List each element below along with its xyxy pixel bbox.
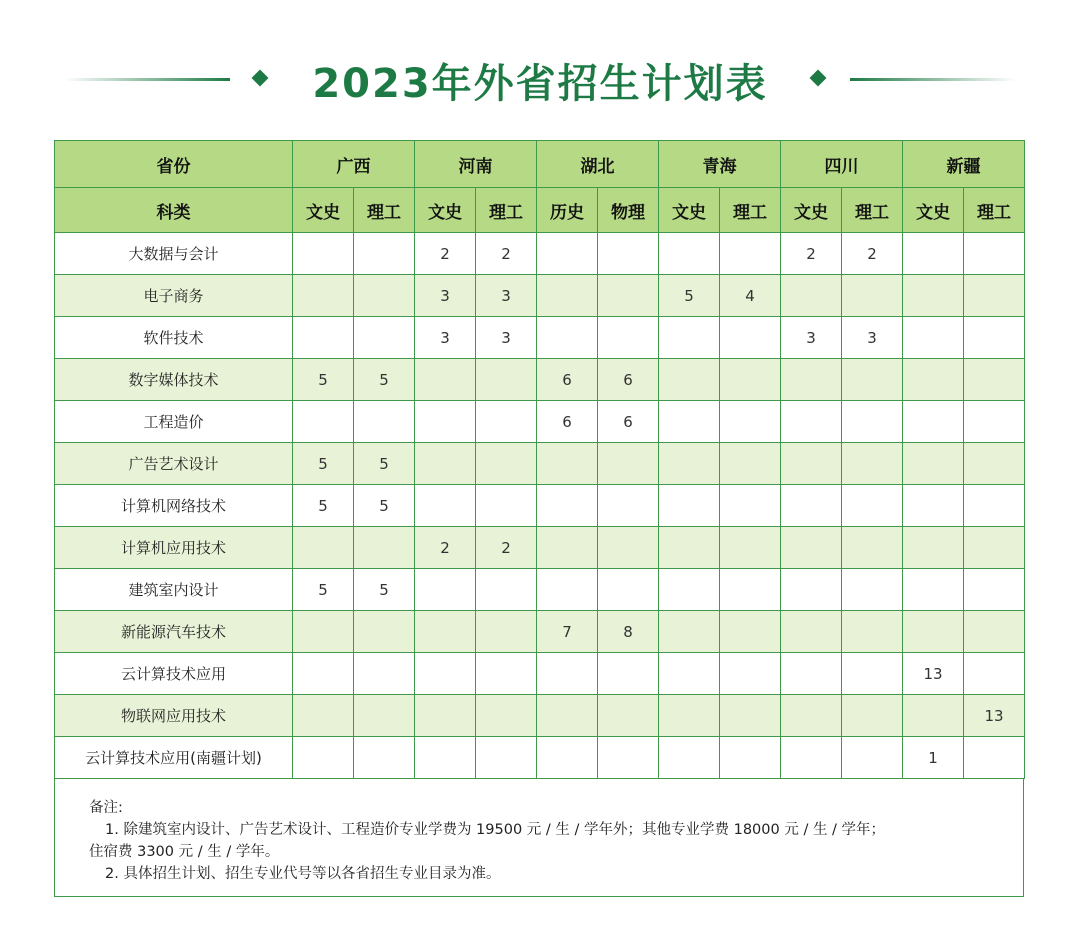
quota-cell: [781, 695, 842, 737]
quota-cell: [293, 611, 354, 653]
quota-cell: [964, 485, 1025, 527]
quota-cell: 3: [842, 317, 903, 359]
quota-cell: [964, 359, 1025, 401]
quota-cell: [659, 569, 720, 611]
table-row: [55, 737, 1025, 779]
quota-cell: [781, 527, 842, 569]
province-header: 广西: [293, 141, 415, 188]
quota-cell: [659, 737, 720, 779]
quota-cell: [537, 737, 598, 779]
quota-cell: 2: [415, 527, 476, 569]
quota-cell: [842, 527, 903, 569]
quota-cell: 2: [476, 527, 537, 569]
table-row: [55, 443, 1025, 485]
quota-cell: [598, 569, 659, 611]
quota-cell: 13: [903, 653, 964, 695]
quota-cell: [598, 317, 659, 359]
quota-cell: [659, 611, 720, 653]
table-row: [55, 359, 1025, 401]
quota-cell: [293, 527, 354, 569]
quota-cell: 6: [537, 359, 598, 401]
quota-cell: [659, 401, 720, 443]
quota-cell: 6: [537, 401, 598, 443]
category-label: 科类: [55, 188, 293, 233]
quota-cell: 7: [537, 611, 598, 653]
quota-cell: [476, 611, 537, 653]
quota-cell: [476, 695, 537, 737]
table-row: [55, 695, 1025, 737]
diamond-icon: [252, 70, 269, 87]
table-row: [55, 527, 1025, 569]
subject-header: 文史: [293, 188, 354, 233]
quota-cell: [781, 401, 842, 443]
quota-cell: [537, 275, 598, 317]
enrollment-table: [54, 140, 1025, 779]
title-decoration-line-right: [850, 78, 1016, 81]
quota-cell: [720, 653, 781, 695]
quota-cell: 6: [598, 401, 659, 443]
quota-cell: [842, 737, 903, 779]
quota-cell: [659, 485, 720, 527]
subject-header: 文史: [659, 188, 720, 233]
quota-cell: [293, 737, 354, 779]
quota-cell: 5: [293, 443, 354, 485]
quota-cell: 8: [598, 611, 659, 653]
notes-line-3: 2. 具体招生计划、招生专业代号等以各省招生专业目录为准。: [105, 866, 501, 882]
quota-cell: [476, 443, 537, 485]
subject-header: 理工: [842, 188, 903, 233]
quota-cell: 3: [476, 317, 537, 359]
quota-cell: [659, 233, 720, 275]
quota-cell: 5: [659, 275, 720, 317]
quota-cell: 4: [720, 275, 781, 317]
quota-cell: [476, 401, 537, 443]
table-row: [55, 653, 1025, 695]
quota-cell: [964, 401, 1025, 443]
quota-cell: [720, 359, 781, 401]
quota-cell: [354, 317, 415, 359]
major-name-cell: 云计算技术应用(南疆计划): [55, 737, 293, 779]
quota-cell: 6: [598, 359, 659, 401]
quota-cell: 1: [903, 737, 964, 779]
table-row: [55, 233, 1025, 275]
quota-cell: [659, 695, 720, 737]
major-name-cell: 计算机应用技术: [55, 527, 293, 569]
major-name-cell: 电子商务: [55, 275, 293, 317]
quota-cell: [293, 233, 354, 275]
province-header-row: [55, 141, 1025, 188]
quota-cell: [964, 653, 1025, 695]
subject-header: 历史: [537, 188, 598, 233]
table-row: [55, 401, 1025, 443]
quota-cell: [720, 527, 781, 569]
quota-cell: 2: [781, 233, 842, 275]
quota-cell: [720, 233, 781, 275]
quota-cell: [537, 317, 598, 359]
subject-header: 文史: [781, 188, 842, 233]
quota-cell: [842, 569, 903, 611]
quota-cell: [476, 485, 537, 527]
quota-cell: [415, 695, 476, 737]
quota-cell: [720, 737, 781, 779]
quota-cell: [415, 401, 476, 443]
quota-cell: [354, 695, 415, 737]
subject-header: 理工: [964, 188, 1025, 233]
quota-cell: [293, 401, 354, 443]
table-body: [55, 233, 1025, 779]
notes-section: [54, 779, 1024, 897]
quota-cell: [659, 527, 720, 569]
quota-cell: [903, 317, 964, 359]
major-name-cell: 软件技术: [55, 317, 293, 359]
quota-cell: [293, 653, 354, 695]
quota-cell: [598, 527, 659, 569]
major-name-cell: 数字媒体技术: [55, 359, 293, 401]
enrollment-table-container: [54, 140, 1024, 897]
major-name-cell: 工程造价: [55, 401, 293, 443]
quota-cell: [781, 737, 842, 779]
table-row: [55, 611, 1025, 653]
quota-cell: [720, 569, 781, 611]
quota-cell: [659, 359, 720, 401]
quota-cell: [842, 611, 903, 653]
quota-cell: [903, 359, 964, 401]
quota-cell: [537, 653, 598, 695]
quota-cell: [476, 653, 537, 695]
quota-cell: [842, 653, 903, 695]
quota-cell: [964, 611, 1025, 653]
quota-cell: [415, 653, 476, 695]
quota-cell: [903, 611, 964, 653]
quota-cell: [415, 443, 476, 485]
quota-cell: [964, 275, 1025, 317]
quota-cell: [842, 359, 903, 401]
quota-cell: 3: [781, 317, 842, 359]
quota-cell: [903, 695, 964, 737]
table-row: [55, 317, 1025, 359]
quota-cell: [964, 737, 1025, 779]
quota-cell: [720, 695, 781, 737]
quota-cell: [598, 275, 659, 317]
quota-cell: [903, 233, 964, 275]
quota-cell: [842, 275, 903, 317]
quota-cell: [903, 275, 964, 317]
quota-cell: [964, 233, 1025, 275]
quota-cell: [598, 695, 659, 737]
quota-cell: [415, 359, 476, 401]
quota-cell: [781, 611, 842, 653]
quota-cell: [537, 443, 598, 485]
major-name-cell: 云计算技术应用: [55, 653, 293, 695]
quota-cell: [781, 359, 842, 401]
quota-cell: [476, 737, 537, 779]
quota-cell: [598, 653, 659, 695]
major-name-cell: 物联网应用技术: [55, 695, 293, 737]
quota-cell: 2: [476, 233, 537, 275]
major-name-cell: 大数据与会计: [55, 233, 293, 275]
quota-cell: 5: [354, 443, 415, 485]
quota-cell: 5: [354, 485, 415, 527]
quota-cell: [415, 569, 476, 611]
title-decoration-line-left: [64, 78, 230, 81]
major-name-cell: 建筑室内设计: [55, 569, 293, 611]
quota-cell: 5: [354, 359, 415, 401]
diamond-icon: [810, 70, 827, 87]
quota-cell: [293, 695, 354, 737]
quota-cell: [354, 737, 415, 779]
major-name-cell: 新能源汽车技术: [55, 611, 293, 653]
quota-cell: [354, 401, 415, 443]
quota-cell: [903, 527, 964, 569]
quota-cell: [598, 233, 659, 275]
quota-cell: [354, 527, 415, 569]
quota-cell: [354, 611, 415, 653]
quota-cell: [903, 401, 964, 443]
quota-cell: [903, 443, 964, 485]
category-header-row: [55, 188, 1025, 233]
quota-cell: [598, 737, 659, 779]
subject-header: 理工: [720, 188, 781, 233]
subject-header: 文史: [903, 188, 964, 233]
quota-cell: [659, 443, 720, 485]
quota-cell: [720, 317, 781, 359]
subject-header: 理工: [354, 188, 415, 233]
major-name-cell: 计算机网络技术: [55, 485, 293, 527]
quota-cell: [537, 233, 598, 275]
quota-cell: [354, 233, 415, 275]
quota-cell: 3: [415, 317, 476, 359]
quota-cell: [537, 569, 598, 611]
quota-cell: [781, 653, 842, 695]
quota-cell: [659, 653, 720, 695]
quota-cell: [415, 611, 476, 653]
page-title: 2023年外省招生计划表: [312, 61, 768, 107]
quota-cell: [964, 527, 1025, 569]
subject-header: 物理: [598, 188, 659, 233]
table-row: [55, 275, 1025, 317]
quota-cell: 5: [293, 569, 354, 611]
table-row: [55, 485, 1025, 527]
notes-heading: 备注:: [89, 800, 123, 816]
quota-cell: [415, 737, 476, 779]
quota-cell: 5: [293, 485, 354, 527]
title-bar: [0, 48, 1080, 112]
province-header: 新疆: [903, 141, 1025, 188]
province-header: 湖北: [537, 141, 659, 188]
quota-cell: [903, 569, 964, 611]
province-header: 河南: [415, 141, 537, 188]
quota-cell: [842, 443, 903, 485]
quota-cell: [537, 527, 598, 569]
quota-cell: 3: [476, 275, 537, 317]
quota-cell: [964, 443, 1025, 485]
quota-cell: 2: [842, 233, 903, 275]
major-name-cell: 广告艺术设计: [55, 443, 293, 485]
quota-cell: [720, 443, 781, 485]
quota-cell: [964, 569, 1025, 611]
table-row: [55, 569, 1025, 611]
quota-cell: [415, 485, 476, 527]
notes-line-2: 住宿费 3300 元 / 生 / 学年。: [89, 844, 280, 860]
quota-cell: 5: [354, 569, 415, 611]
quota-cell: [598, 443, 659, 485]
quota-cell: [720, 401, 781, 443]
quota-cell: [903, 485, 964, 527]
quota-cell: [964, 317, 1025, 359]
subject-header: 文史: [415, 188, 476, 233]
quota-cell: [781, 485, 842, 527]
quota-cell: 13: [964, 695, 1025, 737]
quota-cell: [293, 317, 354, 359]
quota-cell: [781, 443, 842, 485]
quota-cell: 3: [415, 275, 476, 317]
province-label: 省份: [55, 141, 293, 188]
quota-cell: [293, 275, 354, 317]
quota-cell: [476, 569, 537, 611]
quota-cell: [720, 485, 781, 527]
quota-cell: [537, 485, 598, 527]
province-header: 青海: [659, 141, 781, 188]
quota-cell: [842, 401, 903, 443]
subject-header: 理工: [476, 188, 537, 233]
quota-cell: 2: [415, 233, 476, 275]
quota-cell: [781, 569, 842, 611]
quota-cell: [476, 359, 537, 401]
quota-cell: [354, 275, 415, 317]
notes-line-1: 1. 除建筑室内设计、广告艺术设计、工程造价专业学费为 19500 元 / 生 / 学年外；其他专业学费 18000 元 / 生 / 学年；: [105, 822, 886, 838]
province-header: 四川: [781, 141, 903, 188]
quota-cell: [598, 485, 659, 527]
quota-cell: [842, 485, 903, 527]
quota-cell: [842, 695, 903, 737]
quota-cell: 5: [293, 359, 354, 401]
quota-cell: [781, 275, 842, 317]
quota-cell: [537, 695, 598, 737]
quota-cell: [354, 653, 415, 695]
quota-cell: [659, 317, 720, 359]
quota-cell: [720, 611, 781, 653]
